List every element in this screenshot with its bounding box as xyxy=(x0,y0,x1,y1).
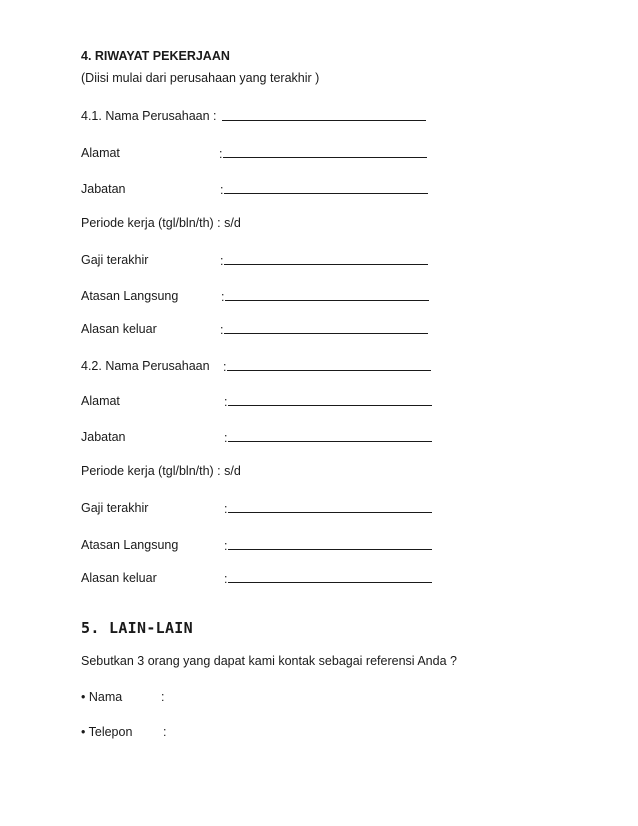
job1-supervisor-field[interactable] xyxy=(221,288,429,305)
job1-address-field[interactable] xyxy=(219,145,427,162)
colon: : xyxy=(224,572,228,586)
section-4-title: 4. RIWAYAT PEKERJAAN xyxy=(81,49,230,63)
reference-name-field[interactable]: : xyxy=(161,690,165,704)
colon: : xyxy=(224,539,228,553)
form-page xyxy=(81,0,601,826)
colon: : xyxy=(221,290,225,304)
job2-position-field[interactable] xyxy=(224,429,432,446)
job1-salary-label: Gaji terakhir xyxy=(81,253,149,267)
job1-address-label: Alamat xyxy=(81,146,120,160)
job2-position-label: Jabatan xyxy=(81,430,126,444)
section-5-instruction: Sebutkan 3 orang yang dapat kami kontak sebagai referensi Anda ? xyxy=(81,654,457,668)
job2-period-label: Periode kerja (tgl/bln/th) : s/d xyxy=(81,464,241,478)
job2-reason-label: Alasan keluar xyxy=(81,571,157,585)
job1-supervisor-label: Atasan Langsung xyxy=(81,289,179,303)
reference-phone-label: • Telepon xyxy=(81,725,133,739)
colon: : xyxy=(220,254,224,268)
colon: : xyxy=(220,183,224,197)
job1-reason-field[interactable] xyxy=(220,321,428,338)
reference-name-label: • Nama xyxy=(81,690,123,704)
job1-position-field[interactable] xyxy=(220,181,428,198)
job2-reason-field[interactable] xyxy=(224,570,432,587)
colon: : xyxy=(224,502,228,516)
reference-phone-field[interactable]: : xyxy=(163,725,167,739)
colon: : xyxy=(224,395,228,409)
colon: : xyxy=(223,360,227,374)
job1-period-label: Periode kerja (tgl/bln/th) : s/d xyxy=(81,216,241,230)
job2-supervisor-field[interactable] xyxy=(224,537,432,554)
job1-reason-label: Alasan keluar xyxy=(81,322,157,336)
job2-company-label: 4.2. Nama Perusahaan xyxy=(81,359,210,373)
job2-company-field[interactable] xyxy=(223,358,431,375)
job1-salary-field[interactable] xyxy=(220,252,428,269)
colon: : xyxy=(224,431,228,445)
colon: : xyxy=(220,323,224,337)
job2-supervisor-label: Atasan Langsung xyxy=(81,538,179,552)
job1-position-label: Jabatan xyxy=(81,182,126,196)
job2-salary-field[interactable] xyxy=(224,500,432,517)
job1-company-field[interactable] xyxy=(221,108,426,125)
section-5-title: 5. LAIN-LAIN xyxy=(81,619,193,637)
job2-salary-label: Gaji terakhir xyxy=(81,501,149,515)
job2-address-field[interactable] xyxy=(224,393,432,410)
job2-address-label: Alamat xyxy=(81,394,120,408)
section-4-subtitle: (Diisi mulai dari perusahaan yang terakhir ) xyxy=(81,71,320,85)
colon: : xyxy=(219,147,223,161)
job1-company-label: 4.1. Nama Perusahaan : xyxy=(81,109,217,123)
